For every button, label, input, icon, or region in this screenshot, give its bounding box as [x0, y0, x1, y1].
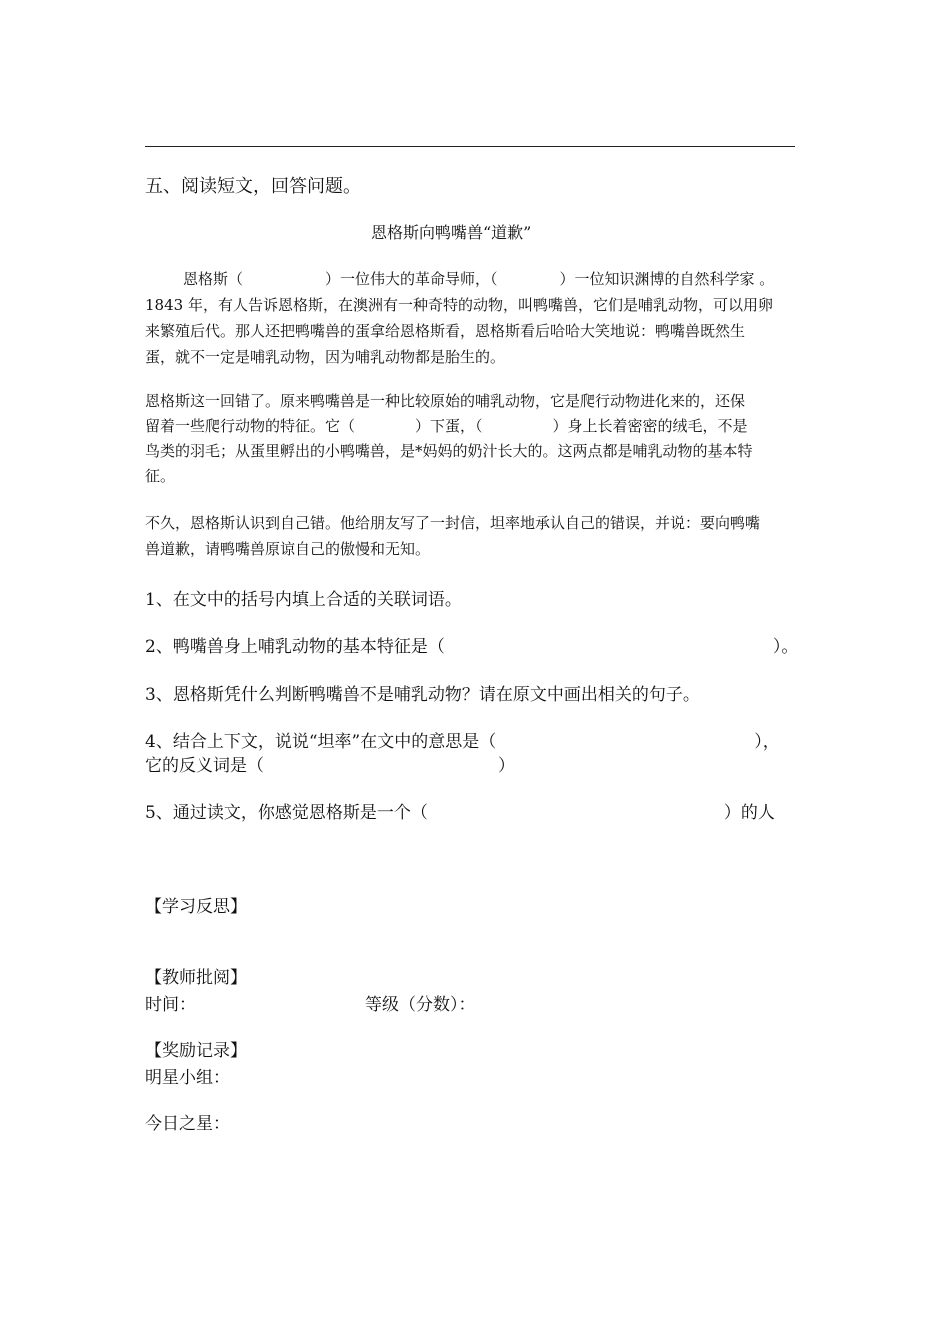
question-4: 4、结合上下文，说说“坦率”在文中的意思是（ ），: [145, 732, 780, 752]
passage-p2-line1: 恩格斯这一回错了。原来鸭嘴兽是一种比较原始的哺乳动物，它是爬行动物进化来的，还保: [145, 392, 746, 410]
passage-p2-line2: 留着一些爬行动物的特征。它（ ）下蛋，（ ）身上长着密密的绒毛，不是: [145, 417, 748, 435]
passage-p2-line4: 征。: [145, 467, 176, 485]
star-group-label: 明星小组：: [145, 1068, 230, 1088]
question-2: 2、鸭嘴兽身上哺乳动物的基本特征是（ ）。: [145, 637, 799, 657]
time-label: 时间：: [145, 995, 196, 1015]
question-4-line2: 它的反义词是（ ）: [145, 756, 515, 776]
question-1: 1、在文中的括号内填上合适的关联词语。: [145, 590, 462, 610]
passage-p1-line2: 1843 年，有人告诉恩格斯，在澳洲有一种奇特的动物，叫鸭嘴兽，它们是哺乳动物，可以用卵: [145, 296, 773, 314]
section-heading: 五、阅读短文，回答问题。: [145, 176, 361, 197]
passage-p2-line3: 鸟类的羽毛；从蛋里孵出的小鸭嘴兽，是*妈妈的奶汁长大的。这两点都是哺乳动物的基本特: [145, 442, 753, 460]
passage-p3-line2: 兽道歉，请鸭嘴兽原谅自己的傲慢和无知。: [145, 540, 431, 558]
star-of-day-label: 今日之星：: [145, 1114, 230, 1134]
passage-p1-line1: 恩格斯（ ）一位伟大的革命导师，（ ）一位知识渊博的自然科学家 。: [183, 270, 775, 288]
passage-p1-line4: 蛋，就不一定是哺乳动物，因为哺乳动物都是胎生的。: [145, 348, 506, 366]
passage-title: 恩格斯向鸭嘴兽“道歉”: [371, 223, 532, 242]
reward-record-heading: 【奖励记录】: [145, 1041, 247, 1061]
teacher-review-heading: 【教师批阅】: [145, 968, 247, 988]
passage-p1-line3: 来繁殖后代。那人还把鸭嘴兽的蛋拿给恩格斯看，恩格斯看后哈哈大笑地说：鸭嘴兽既然生: [145, 322, 746, 340]
question-3: 3、恩格斯凭什么判断鸭嘴兽不是哺乳动物？请在原文中画出相关的句子。: [145, 685, 700, 705]
question-5: 5、通过读文，你感觉恩格斯是一个（ ）的人: [145, 803, 775, 823]
top-divider-line: [145, 146, 795, 147]
learning-reflection-heading: 【学习反思】: [145, 897, 247, 917]
grade-label: 等级（分数）：: [365, 995, 476, 1015]
passage-p3-line1: 不久，恩格斯认识到自己错。他给朋友写了一封信，坦率地承认自己的错误，并说：要向鸭嘴: [145, 514, 761, 532]
